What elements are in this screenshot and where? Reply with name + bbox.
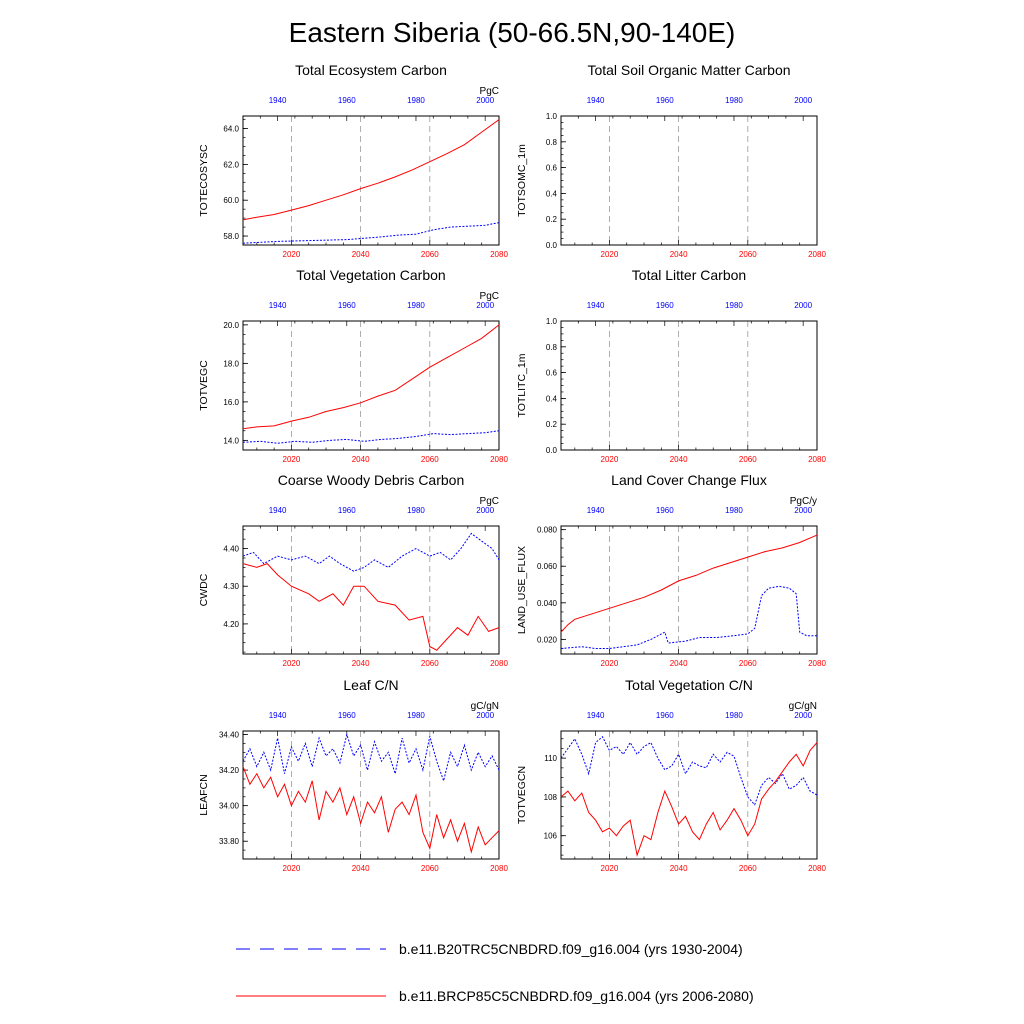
panel-title-total-soil-organic-matter-carbon: Total Soil Organic Matter Carbon (587, 62, 791, 78)
panel-title-leaf-c-n: Leaf C/N (343, 677, 399, 693)
x-top-tick-label: 1980 (725, 96, 743, 105)
y-tick-label: 0.040 (536, 598, 557, 608)
y-tick-label: 4.30 (223, 582, 239, 592)
y-axis-label-total-soil-organic-matter-carbon: TOTSOMC_1m (516, 144, 528, 217)
units-label-total-ecosystem-carbon: PgC (479, 86, 499, 97)
units-label-total-vegetation-c-n: gC/gN (788, 701, 817, 712)
x-bottom-tick-label: 2060 (738, 864, 757, 873)
y-tick-label: 14.0 (223, 436, 239, 446)
x-top-tick-label: 1980 (725, 301, 743, 310)
panel-title-coarse-woody-debris-carbon: Coarse Woody Debris Carbon (277, 472, 465, 488)
x-bottom-tick-label: 2040 (351, 864, 370, 873)
x-bottom-tick-label: 2080 (808, 455, 826, 464)
series-line-historical-total-vegetation-carbon (243, 431, 499, 444)
panel-title-total-vegetation-c-n: Total Vegetation C/N (625, 677, 753, 693)
x-top-tick-label: 2000 (476, 506, 495, 515)
x-top-tick-label: 1940 (586, 96, 605, 105)
x-top-tick-label: 2000 (476, 96, 495, 105)
x-bottom-tick-label: 2060 (420, 864, 439, 873)
y-tick-label: 0.2 (545, 420, 557, 430)
x-top-tick-label: 1940 (268, 96, 287, 105)
plot-frame-total-vegetation-carbon (243, 321, 499, 450)
plot-frame-total-vegetation-c-n (561, 731, 817, 859)
x-bottom-tick-label: 2060 (420, 659, 439, 668)
y-axis-label-land-cover-change-flux: LAND_USE_FLUX (516, 545, 528, 635)
x-bottom-tick-label: 2080 (808, 864, 826, 873)
x-top-tick-label: 1960 (337, 301, 356, 310)
x-top-tick-label: 2000 (794, 711, 813, 720)
y-tick-label: 0.080 (536, 525, 557, 535)
x-bottom-tick-label: 2080 (490, 250, 508, 259)
panel-total-vegetation-c-n (516, 677, 826, 873)
panel-title-total-litter-carbon: Total Litter Carbon (631, 267, 747, 283)
series-line-future-total-vegetation-carbon (243, 325, 499, 429)
y-axis-label-total-litter-carbon: TOTLITC_1m (516, 353, 528, 418)
series-line-historical-leaf-c-n (243, 735, 499, 781)
y-axis-label-coarse-woody-debris-carbon: CWDC (198, 573, 210, 607)
panel-total-soil-organic-matter-carbon (516, 62, 826, 259)
y-axis-label-total-vegetation-carbon: TOTVEGC (198, 360, 210, 411)
x-top-tick-label: 1960 (337, 96, 356, 105)
y-tick-label: 108 (543, 792, 557, 802)
y-tick-label: 0.6 (545, 163, 557, 173)
x-bottom-tick-label: 2020 (600, 250, 619, 259)
y-tick-label: 4.20 (223, 619, 239, 629)
x-bottom-tick-label: 2040 (669, 250, 688, 259)
y-tick-label: 62.0 (223, 160, 239, 170)
y-tick-label: 0.2 (545, 215, 557, 225)
y-tick-label: 34.20 (218, 766, 239, 776)
series-line-future-total-ecosystem-carbon (243, 120, 499, 220)
x-top-tick-label: 1940 (586, 506, 605, 515)
series-line-future-total-vegetation-c-n (561, 743, 817, 856)
panel-title-total-ecosystem-carbon: Total Ecosystem Carbon (295, 62, 447, 78)
panel-coarse-woody-debris-carbon (198, 472, 508, 668)
x-top-tick-label: 2000 (476, 301, 495, 310)
y-tick-label: 33.80 (218, 837, 239, 847)
figure-title: Eastern Siberia (50-66.5N,90-140E) (288, 17, 736, 48)
x-bottom-tick-label: 2020 (282, 864, 301, 873)
x-bottom-tick-label: 2060 (738, 250, 757, 259)
panel-grid (198, 62, 826, 873)
x-top-tick-label: 1960 (655, 301, 674, 310)
x-top-tick-label: 2000 (476, 711, 495, 720)
y-tick-label: 110 (544, 754, 557, 764)
x-top-tick-label: 2000 (794, 96, 813, 105)
series-line-historical-coarse-woody-debris-carbon (243, 534, 499, 572)
x-top-tick-label: 1960 (655, 96, 674, 105)
plot-frame-land-cover-change-flux (561, 526, 817, 654)
x-top-tick-label: 1980 (407, 301, 425, 310)
x-bottom-tick-label: 2020 (282, 455, 301, 464)
x-bottom-tick-label: 2040 (669, 659, 688, 668)
x-bottom-tick-label: 2080 (490, 864, 508, 873)
x-bottom-tick-label: 2060 (420, 455, 439, 464)
y-tick-label: 1.0 (545, 317, 557, 326)
series-line-future-leaf-c-n (243, 767, 499, 852)
series-line-future-coarse-woody-debris-carbon (243, 564, 499, 651)
x-top-tick-label: 1980 (407, 711, 425, 720)
y-tick-label: 20.0 (223, 320, 239, 330)
y-tick-label: 0.060 (536, 562, 557, 572)
x-bottom-tick-label: 2040 (351, 659, 370, 668)
y-tick-label: 0.6 (545, 368, 557, 378)
plot-frame-coarse-woody-debris-carbon (243, 526, 499, 654)
x-top-tick-label: 1980 (407, 96, 425, 105)
plot-frame-total-ecosystem-carbon (243, 116, 499, 245)
units-label-total-vegetation-carbon: PgC (479, 291, 499, 302)
y-tick-label: 18.0 (223, 359, 239, 369)
legend (236, 941, 754, 1004)
x-bottom-tick-label: 2040 (351, 455, 370, 464)
x-bottom-tick-label: 2060 (420, 250, 439, 259)
panel-total-vegetation-carbon (198, 267, 508, 464)
y-tick-label: 58.0 (223, 232, 239, 242)
units-label-coarse-woody-debris-carbon: PgC (479, 496, 499, 507)
x-bottom-tick-label: 2060 (738, 455, 757, 464)
plot-frame-leaf-c-n (243, 731, 499, 859)
x-bottom-tick-label: 2080 (808, 659, 826, 668)
units-label-land-cover-change-flux: PgC/y (789, 496, 817, 507)
y-tick-label: 0.8 (545, 342, 557, 352)
x-bottom-tick-label: 2020 (282, 250, 301, 259)
panel-title-total-vegetation-carbon: Total Vegetation Carbon (296, 267, 446, 283)
panel-total-litter-carbon (516, 267, 826, 464)
x-top-tick-label: 2000 (794, 506, 813, 515)
plot-frame-total-litter-carbon (561, 321, 817, 450)
y-tick-label: 60.0 (223, 196, 239, 206)
y-tick-label: 0.020 (536, 635, 557, 645)
y-axis-label-total-ecosystem-carbon: TOTECOSYSC (198, 144, 210, 217)
x-top-tick-label: 2000 (794, 301, 813, 310)
x-top-tick-label: 1960 (655, 711, 674, 720)
panel-title-land-cover-change-flux: Land Cover Change Flux (611, 472, 767, 488)
series-line-historical-total-vegetation-c-n (561, 737, 817, 805)
y-tick-label: 0.0 (545, 446, 557, 455)
legend-label-future: b.e11.BRCP85C5CNBDRD.f09_g16.004 (yrs 2006-2080) (399, 988, 754, 1004)
y-tick-label: 16.0 (223, 397, 239, 407)
x-top-tick-label: 1940 (268, 711, 287, 720)
x-top-tick-label: 1940 (268, 506, 287, 515)
y-tick-label: 0.0 (545, 241, 557, 250)
x-bottom-tick-label: 2060 (738, 659, 757, 668)
x-top-tick-label: 1980 (725, 711, 743, 720)
series-line-historical-total-ecosystem-carbon (243, 223, 499, 244)
x-bottom-tick-label: 2080 (808, 250, 826, 259)
y-tick-label: 64.0 (223, 124, 239, 134)
x-top-tick-label: 1960 (655, 506, 674, 515)
x-bottom-tick-label: 2020 (600, 659, 619, 668)
series-line-historical-land-cover-change-flux (561, 586, 817, 648)
panel-total-ecosystem-carbon (198, 62, 508, 259)
panel-leaf-c-n (198, 677, 508, 873)
y-tick-label: 34.00 (218, 801, 239, 811)
y-tick-label: 0.8 (545, 137, 557, 147)
x-bottom-tick-label: 2080 (490, 455, 508, 464)
x-bottom-tick-label: 2020 (600, 455, 619, 464)
x-top-tick-label: 1980 (407, 506, 425, 515)
plot-frame-total-soil-organic-matter-carbon (561, 116, 817, 245)
x-top-tick-label: 1940 (586, 301, 605, 310)
x-top-tick-label: 1960 (337, 711, 356, 720)
x-bottom-tick-label: 2020 (282, 659, 301, 668)
x-bottom-tick-label: 2020 (600, 864, 619, 873)
y-tick-label: 0.4 (545, 394, 557, 404)
y-tick-label: 106 (543, 831, 557, 841)
legend-label-historical: b.e11.B20TRC5CNBDRD.f09_g16.004 (yrs 1930-2004) (399, 941, 743, 957)
series-line-future-land-cover-change-flux (561, 535, 817, 632)
y-tick-label: 1.0 (545, 112, 557, 121)
y-tick-label: 4.40 (223, 544, 239, 554)
x-top-tick-label: 1960 (337, 506, 356, 515)
x-bottom-tick-label: 2040 (669, 455, 688, 464)
panel-land-cover-change-flux (516, 472, 826, 668)
y-axis-label-leaf-c-n: LEAFCN (198, 774, 210, 816)
x-top-tick-label: 1940 (586, 711, 605, 720)
y-axis-label-total-vegetation-c-n: TOTVEGCN (516, 765, 528, 825)
x-bottom-tick-label: 2040 (351, 250, 370, 259)
y-tick-label: 0.4 (545, 189, 557, 199)
units-label-leaf-c-n: gC/gN (470, 701, 499, 712)
x-top-tick-label: 1980 (725, 506, 743, 515)
y-tick-label: 34.40 (218, 730, 239, 740)
x-bottom-tick-label: 2040 (669, 864, 688, 873)
x-bottom-tick-label: 2080 (490, 659, 508, 668)
x-top-tick-label: 1940 (268, 301, 287, 310)
